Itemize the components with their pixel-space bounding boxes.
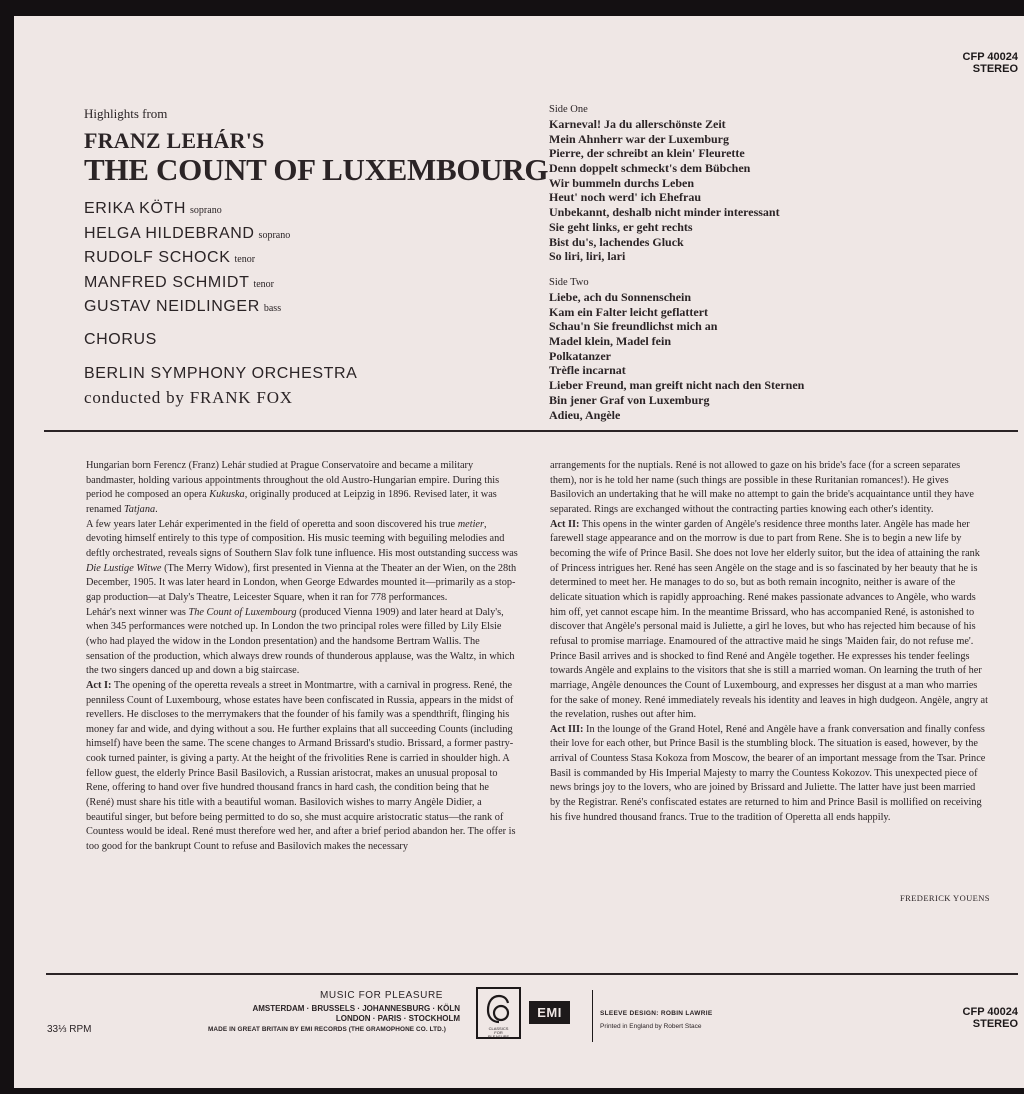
classics-for-pleasure-logo [476,987,521,1039]
footer-vertical-divider [592,990,593,1042]
conductor-credit: conducted by FRANK FOX [84,388,293,407]
frame-top-edge [0,0,1024,16]
side-one-heading: Side One [549,104,588,115]
track-item: Schau'n Sie freundlichst mich an [549,319,718,334]
performer-name: GUSTAV NEIDLINGER [84,298,260,315]
cfp-logo-line: FOR [494,1030,503,1035]
highlights-label: Highlights from [84,106,168,121]
track-item: Wir bummeln durchs Leben [549,175,695,190]
frame-bottom-edge [0,1088,1024,1094]
notes-text: (produced Vienna 1909) and later heard at Daly's, when 345 performances were notched up. In London the two principal roles were filled by Lily Elsie (who had played the widow in the London presentation) and the handsome Bertram Wallis. The sensation of the production, which always drew rounds of thunderous applause, was the Waltz, in which the two singers danced up and down a big staircase. [86,606,515,677]
cfp-logo-line: CLASSICS [488,1026,509,1031]
cities-line: AMSTERDAM · BRUSSELS · JOHANNESBURG · KÖLN [252,1004,460,1013]
composer-heading: FRANZ LEHÁR'S [84,128,265,153]
performer-name: MANFRED SCHMIDT [84,273,250,291]
act-label: Act II: [550,518,580,530]
notes-text: Lehár's next winner was [86,606,189,618]
performer-item [84,200,290,225]
notes-paragraph [550,723,988,826]
track-item: Denn doppelt schmeckt's dem Bübchen [549,161,751,176]
performer-voice: tenor [234,254,256,265]
notes-text: arrangements for the nuptials. René is not allowed to gaze on his bride's face (for a screen separates them), nor is he told her name (such things are possible in these Ruritanian romances!). He gives Basilovich an undertaking that he will make no attempt to gain the bride's acquaintance until they have separated. Rings are exchanged without the contracting parties knowing each other's identity. [550,460,974,515]
track-item: Liebe, ach du Sonnenschein [549,290,692,304]
notes-text: , devoting himself entirely to this type of composition. His music teeming with beguiling melodies and deftly orchestrated, reveals signs of Southern Slav folk tune influence. His most outstanding success was [86,518,518,559]
performer-voice: tenor [253,278,274,290]
upper-divider [44,430,1018,432]
notes-paragraph [86,606,518,679]
performer-item [84,225,290,250]
track-item: So liri, liri, lari [549,249,626,264]
printer-credit: Printed in England by Robert Stace [600,1023,702,1030]
emi-logo: EMI [529,1001,570,1024]
notes-author: FREDERICK YOUENS [900,893,990,903]
catalog-top [963,51,1018,75]
track-item: Polkatanzer [549,348,611,363]
notes-italic: metier [457,518,485,530]
catalog-format: STEREO [972,1018,1018,1030]
performer-item [84,298,290,323]
track-item: Karneval! Ja du allerschönste Zeit [549,117,726,131]
cfp-monogram-icon [484,993,514,1025]
performer-name: ERIKA KÖTH [84,200,187,217]
orchestra-credit: BERLIN SYMPHONY ORCHESTRA [84,365,358,382]
track-item: Sie geht links, er geht rechts [549,219,693,234]
performer-name: RUDOLF SCHOCK [84,249,231,266]
notes-paragraph [550,518,988,723]
notes-paragraph [86,518,518,606]
track-item: Lieber Freund, man greift nicht nach den Sternen [549,378,805,393]
sleeve-design-credit: SLEEVE DESIGN: ROBIN LAWRIE [600,1010,713,1017]
notes-italic: Tatjana [124,503,156,515]
side-two-heading: Side Two [549,277,589,288]
label-cities [238,1004,460,1023]
notes-text: The opening of the operetta reveals a street in Montmartre, with a carnival in progress. René, the penniless Count of Luxembourg, whose estates have been confiscated in Russia, appears in the midst of revellers. He discloses to the merrymakers that the founder of his family was a spendthrift, flinging his money far and wide, and dying without a sou. He further explains that all succeeding Counts (including himself) have been the same. The scene changes to Armand Brissard's studio. Brissard, a former pastry-cook turned painter, is giving a party. At the height of the frivolities Rene is carried in shoulder high. A fellow guest, the elderly Prince Basil Basilovich, a Russian aristocrat, makes an unusual proposal to Rene, offering to hand over five hundred thousand francs in hard cash, the condition being that he (René) must share his title with a beautiful woman. Basilovich wishes to marry Angèle Didier, a beautiful singer, but before being permitted to do so, she must acquire aristocratic status—the rank of Countess would be ideal. René must therefore wed her, and after a brief period abandon her. The offer is too good for the bankrupt Count to refuse and Basilovich makes the necessary [86,679,516,853]
catalog-format: STEREO [972,63,1018,75]
catalog-number: CFP 40024 [962,1006,1018,1018]
performer-item [84,249,290,274]
performer-name: HELGA HILDEBRAND [84,224,255,242]
performer-voice: bass [263,303,282,314]
rpm-speed: 33⅓ RPM [47,1024,92,1035]
notes-text: In the lounge of the Grand Hotel, René and Angèle have a frank conversation and finally confess their love for each other, but Prince Basil is the stumbling block. The situation is eased, however, by the arrival of Countess Stasa Kokoza from Moscow, the bearer of an important message from the Tsar. Prince Basil is commanded by His Imperial Majesty to marry the Countess Kokozov. This unexpected piece of news brings joy to the lovers, who are joined by Brissard and Juliette. The latter have just been married by the Registrar. René's confiscated estates are returned to him and Prince Basil is mollified on receiving his five hundred thousand francs. True to the tradition of Operetta all ends happily. [550,723,986,823]
notes-text: Hungarian born Ferencz (Franz) Lehár studied at Prague Conservatoire and became a military bandmaster, holding various appointments throughout the old Austro-Hungarian empire. During this period he composed an opera [86,460,500,501]
track-item: Trèfle incarnat [549,363,626,378]
notes-italic: Die Lustige Witwe [86,562,162,574]
notes-paragraph [86,459,518,518]
catalog-bottom [963,1006,1018,1030]
notes-left-column [86,459,518,855]
notes-right-column [550,459,988,825]
chorus-credit: CHORUS [84,331,157,348]
cfp-logo-text [478,1027,519,1039]
catalog-number: CFP 40024 [962,51,1018,63]
track-item: Heut' noch werd' ich Ehefrau [549,190,701,205]
notes-text: , originally produced at Leipzig in 1896. Revised later, it was renamed [86,489,497,515]
notes-text: . [155,503,158,515]
track-item: Bist du's, lachendes Gluck [549,234,684,249]
track-item: Unbekannt, deshalb nicht minder interessant [549,205,780,220]
label-name: MUSIC FOR PLEASURE [320,990,444,1001]
made-in-notice: MADE IN GREAT BRITAIN BY EMI RECORDS (THE GRAMOPHONE CO. LTD.) [208,1026,446,1033]
act-label: Act I: [86,679,112,691]
notes-paragraph [86,679,518,855]
notes-italic: Kukuska [209,489,245,501]
lower-divider [46,973,1018,975]
track-item: Mein Ahnherr war der Luxemburg [549,131,730,146]
track-item: Kam ein Falter leicht geflattert [549,304,709,319]
track-item: Adieu, Angèle [549,407,621,422]
side-two-tracklist [549,277,804,422]
act-label: Act III: [550,723,584,735]
notes-text: This opens in the winter garden of Angèle's residence three months later. Angèle has made her farewell stage appearance and on the morrow is due to part from Rene. She is to begin a new life by becoming the wife of Prince Basil. She does not love her elderly suitor, but the idea of attaining the rank of Princess intrigues her. René has seen Angèle on the stage and is so fascinated by her beauty that he is determined to meet her. He manages to do so, but as both remain incognito, neither is aware of the delicate situation which is rapidly approaching. René makes passionate advances to Angèle, who wards him off, yet cannot escape him. In the meantime Brissard, who has accompanied René, is astonished to discover that Angèle's personal maid is Juliette, a girl he loves, but who has rejected him because of his refusal to promise marriage. Enamoured of the attractive maid he sings 'Maiden fair, do not refuse me'. Prince Basil arrives and is shocked to find René and Angèle together. He expresses his tender feelings towards Angèle and explains to the visitors that she is still a married woman. On learning the truth of her marriage, Angèle denounces the Count of Luxembourg, and expresses her disgust at a man who marries for the sake of money. René immediately reveals his identity and leaves in high dudgeon. Angèle, angry at the revelation, rushes out after him. [550,518,988,721]
notes-italic: The Count of Luxembourg [188,606,297,618]
performer-list [84,200,290,323]
performer-item [84,274,290,299]
track-item: Bin jener Graf von Luxemburg [549,392,710,407]
side-one-tracklist [549,104,780,264]
notes-paragraph [550,459,988,518]
notes-text: A few years later Lehár experimented in the field of operetta and soon discovered his true [86,518,458,530]
cities-line: LONDON · PARIS · STOCKHOLM [335,1013,460,1023]
track-item: Pierre, der schreibt an klein' Fleurette [549,146,745,161]
performer-voice: soprano [190,205,222,216]
notes-text: (The Merry Widow), first presented in Vienna at the Theater an der Wien, on the 28th December, 1905. It was later heard in London, when George Edwardes mounted it—primarily as a stop-gap production—at Daly's Theatre, Leicester Square, when it ran for 778 performances. [86,562,517,603]
cfp-logo-line: PLEASURE [487,1034,510,1039]
album-title: THE COUNT OF LUXEMBOURG [84,152,549,187]
performer-voice: soprano [258,229,291,241]
track-item: Madel klein, Madel fein [549,334,671,349]
frame-left-edge [0,0,14,1094]
